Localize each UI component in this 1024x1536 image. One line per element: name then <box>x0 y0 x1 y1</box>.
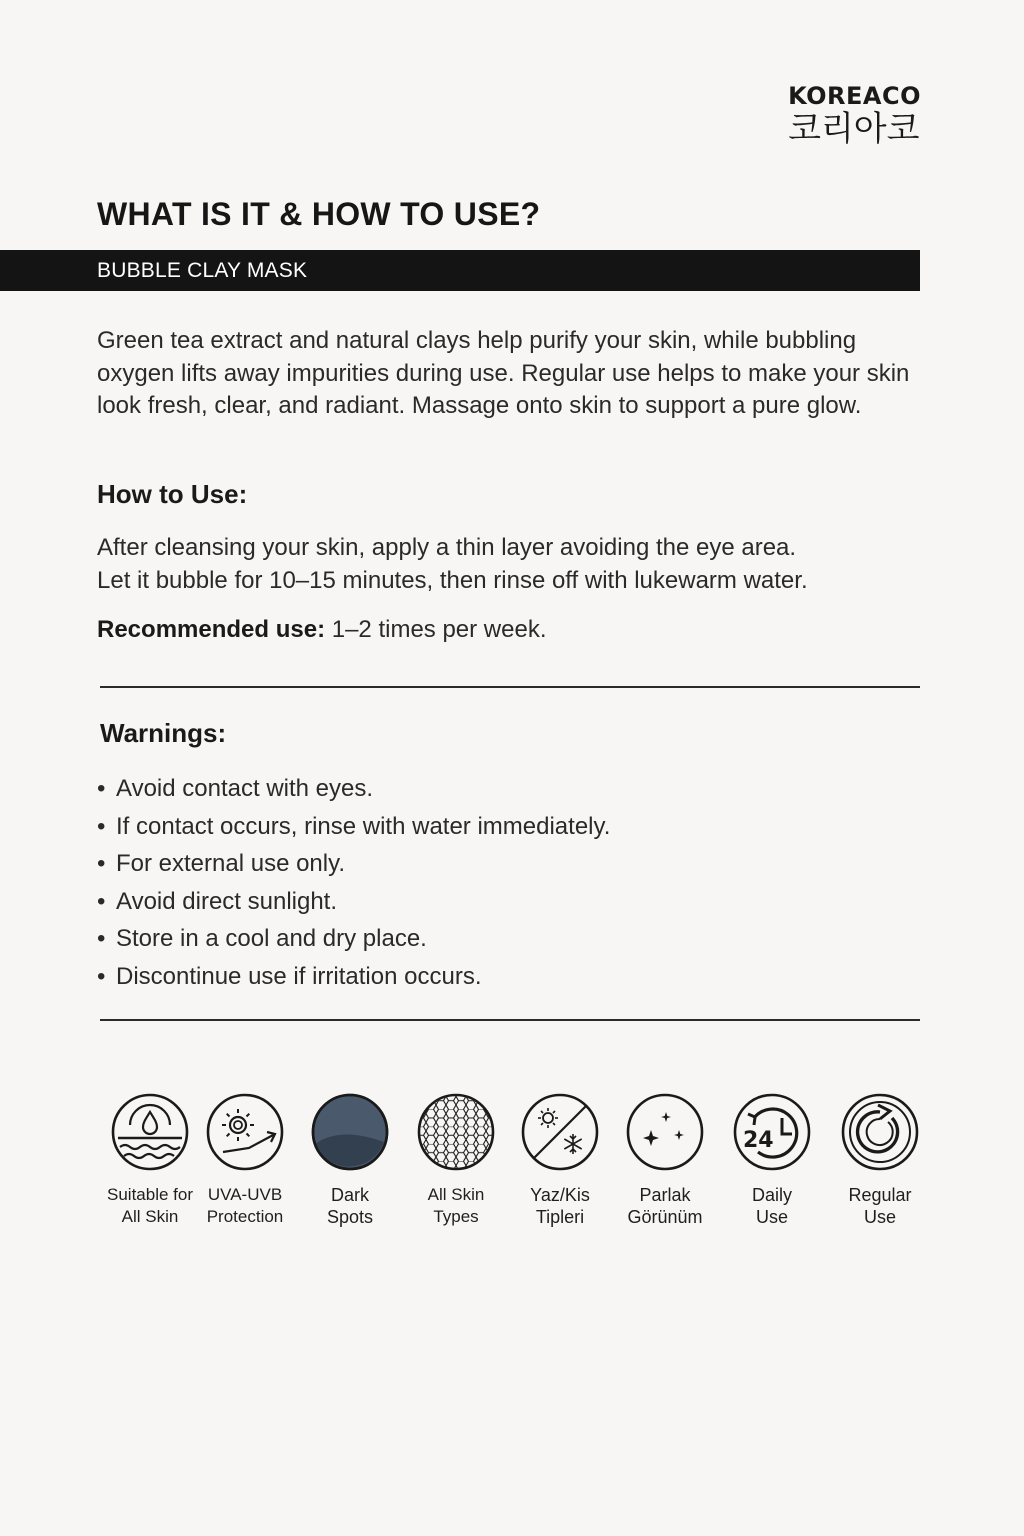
feature-caption <box>820 1184 940 1228</box>
feature-caption-line: Tipleri <box>535 1207 585 1227</box>
bullet-icon: • <box>97 887 106 915</box>
feature-caption-line: Yaz/Kis <box>530 1185 590 1205</box>
recommended-use <box>97 616 547 644</box>
feature-caption-line: Suitable for <box>107 1185 193 1204</box>
feature-caption-line: All Skin <box>427 1185 485 1204</box>
brand-logo <box>788 82 921 149</box>
feature-caption-line: Regular <box>848 1185 912 1205</box>
sun-snowflake-icon <box>520 1092 600 1172</box>
warning-item <box>97 772 610 810</box>
section-divider <box>100 1019 920 1021</box>
refresh-circle-icon <box>840 1092 920 1172</box>
brand-name-en: KOREACO <box>788 82 921 110</box>
sun-arrow-icon <box>205 1092 285 1172</box>
feature-caption-line: Dark <box>330 1185 369 1205</box>
feature-glow <box>605 1092 725 1228</box>
feature-caption-line: Parlak <box>639 1185 691 1205</box>
how-to-use-text <box>97 532 927 597</box>
warning-item <box>97 960 610 998</box>
feature-caption <box>185 1184 305 1228</box>
bullet-icon: • <box>97 962 106 990</box>
warning-text: If contact occurs, rinse with water immediately. <box>116 812 611 840</box>
feature-dark-spots <box>290 1092 410 1228</box>
feature-icons-row <box>0 1092 1024 1242</box>
clock-24-icon <box>732 1092 812 1172</box>
feature-uva-uvb <box>185 1092 305 1228</box>
bullet-icon: • <box>97 850 106 878</box>
feature-regular-use <box>820 1092 940 1228</box>
feature-caption <box>500 1184 620 1228</box>
feature-caption <box>290 1184 410 1228</box>
feature-caption-line: Use <box>755 1207 788 1227</box>
warning-text: For external use only. <box>116 850 345 878</box>
bullet-icon: • <box>97 925 106 953</box>
feature-caption <box>712 1184 832 1228</box>
svg-text:24: 24 <box>743 1128 774 1153</box>
feature-caption-line: Spots <box>326 1207 374 1227</box>
bullet-icon: • <box>97 775 106 802</box>
feature-all-skin-types <box>396 1092 516 1228</box>
how-to-use-heading: How to Use: <box>97 479 248 509</box>
warning-text: Avoid direct sunlight. <box>116 887 338 915</box>
feature-caption-line: Types <box>433 1207 479 1226</box>
section-divider <box>100 686 920 688</box>
feature-caption <box>396 1184 516 1228</box>
feature-summer-winter <box>500 1092 620 1228</box>
warnings-list <box>97 772 610 998</box>
feature-caption-line: Görünüm <box>627 1207 703 1227</box>
water-drop-waves-icon <box>110 1092 190 1172</box>
feature-caption-line: Use <box>863 1207 896 1227</box>
page-title: WHAT IS IT & HOW TO USE? <box>97 196 541 232</box>
warnings-heading: Warnings: <box>100 718 227 748</box>
warning-item <box>97 847 610 885</box>
warning-item <box>97 885 610 923</box>
sparkle-icon <box>625 1092 705 1172</box>
warning-text: Discontinue use if irritation occurs. <box>116 962 482 990</box>
feature-caption-line: Daily <box>751 1185 792 1205</box>
dark-spot-circle-icon <box>310 1092 390 1172</box>
how-to-use-line: After cleansing your skin, apply a thin layer avoiding the eye area. <box>97 534 797 561</box>
warning-item <box>97 810 610 848</box>
feature-caption-line: Protection <box>206 1207 284 1226</box>
feature-caption-line: All Skin <box>121 1207 179 1226</box>
feature-daily-use <box>712 1092 832 1228</box>
warning-item <box>97 922 610 960</box>
warning-text: Store in a cool and dry place. <box>116 925 427 953</box>
product-description: Green tea extract and natural clays help purify your skin, while bubbling oxygen lifts away impurities during use. Regular use helps to make your skin look fresh, clear, and radiant. Massage onto skin to support a pure glow. <box>97 327 910 419</box>
recommended-use-label: Recommended use: <box>97 616 326 643</box>
bullet-icon: • <box>97 812 106 840</box>
product-name-bar: BUBBLE CLAY MASK <box>0 250 920 291</box>
warning-text: Avoid contact with eyes. <box>116 775 374 802</box>
how-to-use-line: Let it bubble for 10–15 minutes, then rinse off with lukewarm water. <box>97 566 808 594</box>
feature-caption <box>605 1184 725 1228</box>
recommended-use-value: 1–2 times per week. <box>331 616 547 643</box>
brand-name-ko: 코리아코 <box>788 109 920 149</box>
honeycomb-icon <box>416 1092 496 1172</box>
feature-caption-line: UVA-UVB <box>207 1185 283 1204</box>
